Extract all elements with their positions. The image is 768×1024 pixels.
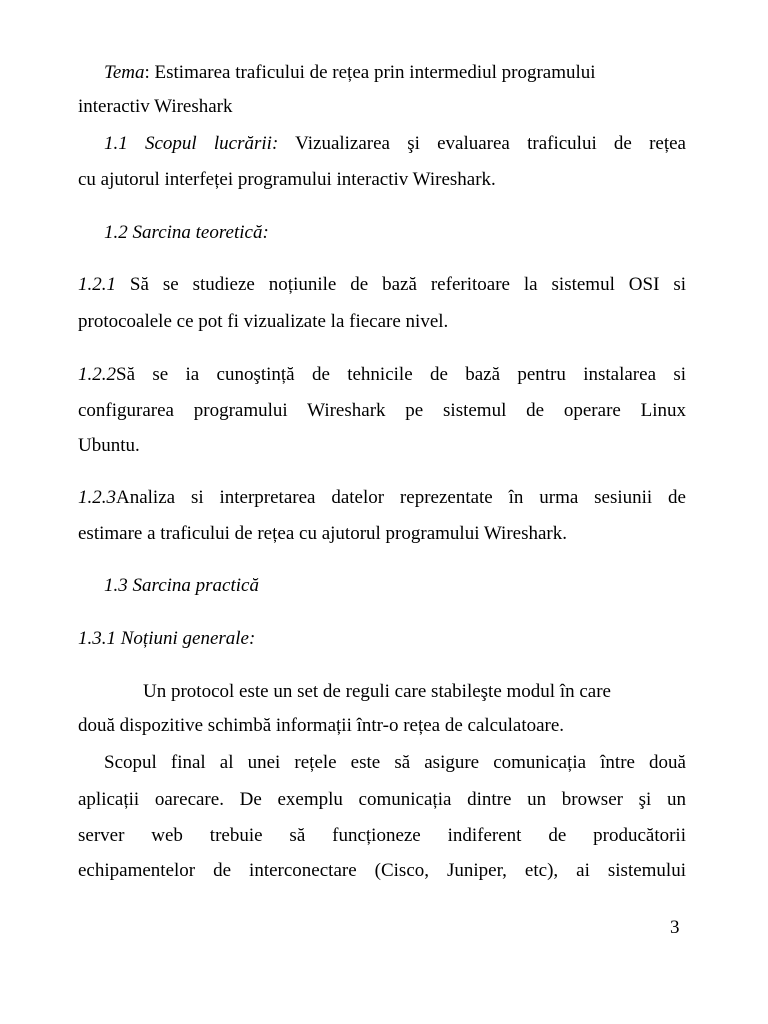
item-1-2-2-line-2: configurarea programului Wireshark pe sistemul de operare Linux: [78, 400, 686, 421]
item-1-2-1-line-2: protocoalele ce pot fi vizualizate la fiecare nivel.: [78, 311, 449, 332]
tema-text: : Estimarea traficului de rețea prin intermediul programului: [144, 62, 596, 83]
scop-final-line-1: Scopul final al unei rețele este să asigure comunicația între două: [104, 752, 686, 773]
scop-line-1: [104, 131, 686, 157]
notiuni-heading: 1.3.1 Noțiuni generale:: [78, 628, 256, 649]
item-1-2-1-num: 1.2.1: [78, 274, 116, 295]
sarcina-teoretica-heading: 1.2 Sarcina teoretică:: [104, 222, 269, 243]
tema-label: Tema: [104, 62, 145, 83]
scop-label: 1.1 Scopul lucrării:: [104, 133, 279, 154]
protocol-line-1: Un protocol este un set de reguli care stabileşte modul în care: [143, 681, 611, 702]
tema-line-1: [104, 60, 672, 86]
item-1-2-3-text: Analiza si interpretarea datelor reprezentate în urma sesiunii de: [116, 487, 686, 508]
scop-text: Vizualizarea şi evaluarea traficului de rețea: [278, 133, 686, 154]
item-1-2-2-num: 1.2.2: [78, 364, 116, 385]
tema-line-2: interactiv Wireshark: [78, 96, 233, 117]
scop-final-line-3: server web trebuie să funcționeze indiferent de producătorii: [78, 825, 686, 846]
item-1-2-3-line-2: estimare a traficului de rețea cu ajutorul programului Wireshark.: [78, 523, 567, 544]
item-1-2-1-line-1: [78, 272, 686, 298]
item-1-2-2-line-1: [78, 362, 686, 388]
item-1-2-3-num: 1.2.3: [78, 487, 116, 508]
scop-final-line-2: aplicații oarecare. De exemplu comunicația dintre un browser şi un: [78, 789, 686, 810]
page-number: 3: [670, 917, 680, 938]
item-1-2-2-text: Să se ia cunoştință de tehnicile de bază pentru instalarea si: [116, 364, 686, 385]
item-1-2-3-line-1: [78, 485, 686, 511]
scop-final-line-4: echipamentelor de interconectare (Cisco, Juniper, etc), ai sistemului: [78, 860, 686, 881]
scop-line-2: cu ajutorul interfeței programului interactiv Wireshark.: [78, 169, 496, 190]
protocol-line-2: două dispozitive schimbă informații într-o rețea de calculatoare.: [78, 715, 565, 736]
item-1-2-2-line-3: Ubuntu.: [78, 435, 140, 456]
item-1-2-1-text: Să se studieze noțiunile de bază referitoare la sistemul OSI si: [116, 274, 686, 295]
sarcina-practica-heading: 1.3 Sarcina practică: [104, 575, 259, 596]
